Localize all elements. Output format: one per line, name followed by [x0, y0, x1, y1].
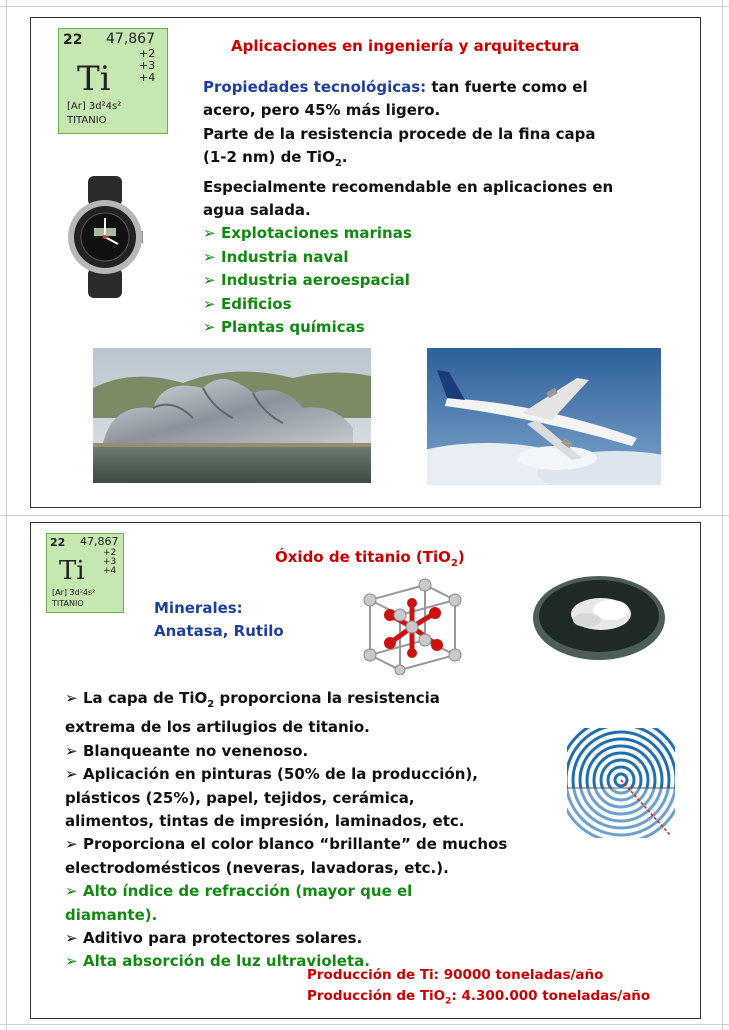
element-name: TITANIO: [67, 115, 107, 126]
application-item: [203, 222, 613, 245]
slide-2-title: [275, 548, 465, 569]
bullet-6-text: Aditivo para protectores solares.: [83, 929, 363, 948]
slide-2: [30, 522, 701, 1019]
bullet-1-rest: proporciona la resistencia: [214, 689, 440, 707]
slide-1-body: [203, 76, 613, 339]
bullet-4-text: Proporciona el color blanco “brillante” de muchos: [83, 835, 508, 854]
production-block: [307, 965, 650, 1013]
oxidation-state-1: +2: [139, 47, 156, 60]
bullet-1-text: La capa de TiO: [83, 689, 208, 707]
slide-1-title: Aplicaciones en ingeniería y arquitectura: [231, 37, 580, 55]
oxidation-state-2: +3: [103, 557, 117, 567]
cut-line-middle: [0, 515, 729, 516]
bullet-3-line-3: alimentos, tintas de impresión, laminados, etc.: [65, 812, 465, 831]
guggenheim-building-image: [93, 348, 371, 483]
atomic-number: 22: [63, 32, 83, 48]
minerals-list: Anatasa, Rutilo: [154, 622, 284, 641]
tio2-powder-image: [529, 558, 669, 673]
element-name: TITANIO: [52, 599, 84, 608]
applications-list: [203, 222, 613, 339]
application-item: [203, 293, 613, 316]
electron-config: [Ar] 3d²4s²: [52, 588, 96, 597]
properties-line-2: acero, pero 45% más ligero.: [203, 101, 441, 120]
bullet-1-line-2: extrema de los artilugios de titanio.: [65, 718, 370, 737]
bullet-7-text: Alta absorción de luz ultravioleta.: [83, 952, 370, 971]
bullet-5-line-2: diamante).: [65, 905, 158, 924]
production-tio2-value: : 4.300.000 toneladas/año: [451, 988, 651, 1004]
production-ti: Producción de Ti: 90000 toneladas/año: [307, 967, 604, 983]
arrow-bullet-icon: ➢: [65, 929, 78, 948]
arrow-bullet-icon: ➢: [65, 765, 78, 784]
subscript-2: 2: [334, 158, 342, 170]
atomic-mass: 47,867: [106, 31, 155, 47]
resistance-line-2: (1-2 nm) de TiO: [203, 148, 335, 167]
application-item: [203, 316, 613, 339]
arrow-bullet-icon: ➢: [65, 882, 78, 901]
periodic-element-card: [46, 533, 124, 613]
title-subscript: 2: [450, 558, 458, 569]
period: .: [341, 148, 348, 167]
cut-line-bottom: [0, 1024, 729, 1025]
slide-1: [30, 17, 701, 508]
oxidation-state-3: +4: [103, 566, 117, 576]
application-label: Industria aeroespacial: [221, 271, 410, 290]
title-text: Óxido de titanio (TiO: [275, 548, 451, 566]
application-label: Plantas químicas: [221, 318, 365, 337]
element-symbol: Ti: [59, 556, 85, 586]
arrow-bullet-icon: ➢: [65, 689, 78, 707]
minerals-label: Minerales:: [154, 599, 243, 617]
oxidation-state-1: +2: [103, 548, 117, 558]
arrow-bullet-icon: ➢: [65, 835, 78, 854]
resistance-line-1: Parte de la resistencia procede de la fina capa: [203, 124, 596, 143]
bullet-2-text: Blanqueante no venenoso.: [83, 741, 309, 760]
slide-2-body: [65, 687, 507, 974]
application-item: [203, 246, 613, 269]
properties-label: Propiedades tecnológicas:: [203, 78, 427, 96]
arrow-bullet-icon: ➢: [65, 952, 78, 971]
bullet-1-subscript: 2: [207, 699, 215, 710]
bullet-5-text: Alto índice de refracción (mayor que el: [83, 882, 413, 901]
cut-line-top: [0, 6, 729, 7]
atomic-number: 22: [50, 536, 66, 549]
arrow-bullet-icon: ➢: [203, 271, 216, 290]
tio2-crystal-structure-image: [355, 575, 465, 675]
arrow-bullet-icon: ➢: [65, 741, 78, 760]
bullet-3-text: Aplicación en pinturas (50% de la producción),: [83, 765, 478, 784]
minerals-block: [154, 597, 284, 644]
element-symbol: Ti: [77, 59, 111, 99]
arrow-bullet-icon: ➢: [203, 247, 216, 266]
application-label: Edificios: [221, 294, 292, 313]
arrow-bullet-icon: ➢: [203, 224, 216, 243]
oxidation-state-2: +3: [139, 59, 156, 72]
saltwater-line-2: agua salada.: [203, 201, 311, 220]
electron-config: [Ar] 3d²4s²: [67, 101, 122, 112]
arrow-bullet-icon: ➢: [203, 318, 216, 337]
title-close: ): [457, 548, 465, 566]
application-item: [203, 269, 613, 292]
cut-line-left: [6, 0, 7, 1030]
properties-line-1: tan fuerte como el: [426, 78, 588, 96]
bullet-3-line-2: plásticos (25%), papel, tejidos, cerámica,: [65, 788, 415, 807]
titanium-watch-image: [66, 176, 144, 298]
airplane-a380-image: [427, 348, 661, 485]
periodic-element-card: [58, 28, 168, 134]
bullet-4-line-2: electrodomésticos (neveras, lavadoras, etc.).: [65, 858, 449, 877]
cut-line-right: [722, 0, 723, 1030]
application-label: Industria naval: [221, 247, 349, 266]
oxidation-state-3: +4: [139, 71, 156, 84]
arrow-bullet-icon: ➢: [203, 294, 216, 313]
saltwater-line-1: Especialmente recomendable en aplicaciones en: [203, 177, 614, 196]
production-tio2: Producción de TiO: [307, 988, 446, 1004]
application-label: Explotaciones marinas: [221, 224, 412, 243]
atomic-mass: 47,867: [80, 535, 119, 548]
production-subscript: 2: [445, 996, 452, 1007]
refraction-waves-image: [567, 728, 675, 838]
